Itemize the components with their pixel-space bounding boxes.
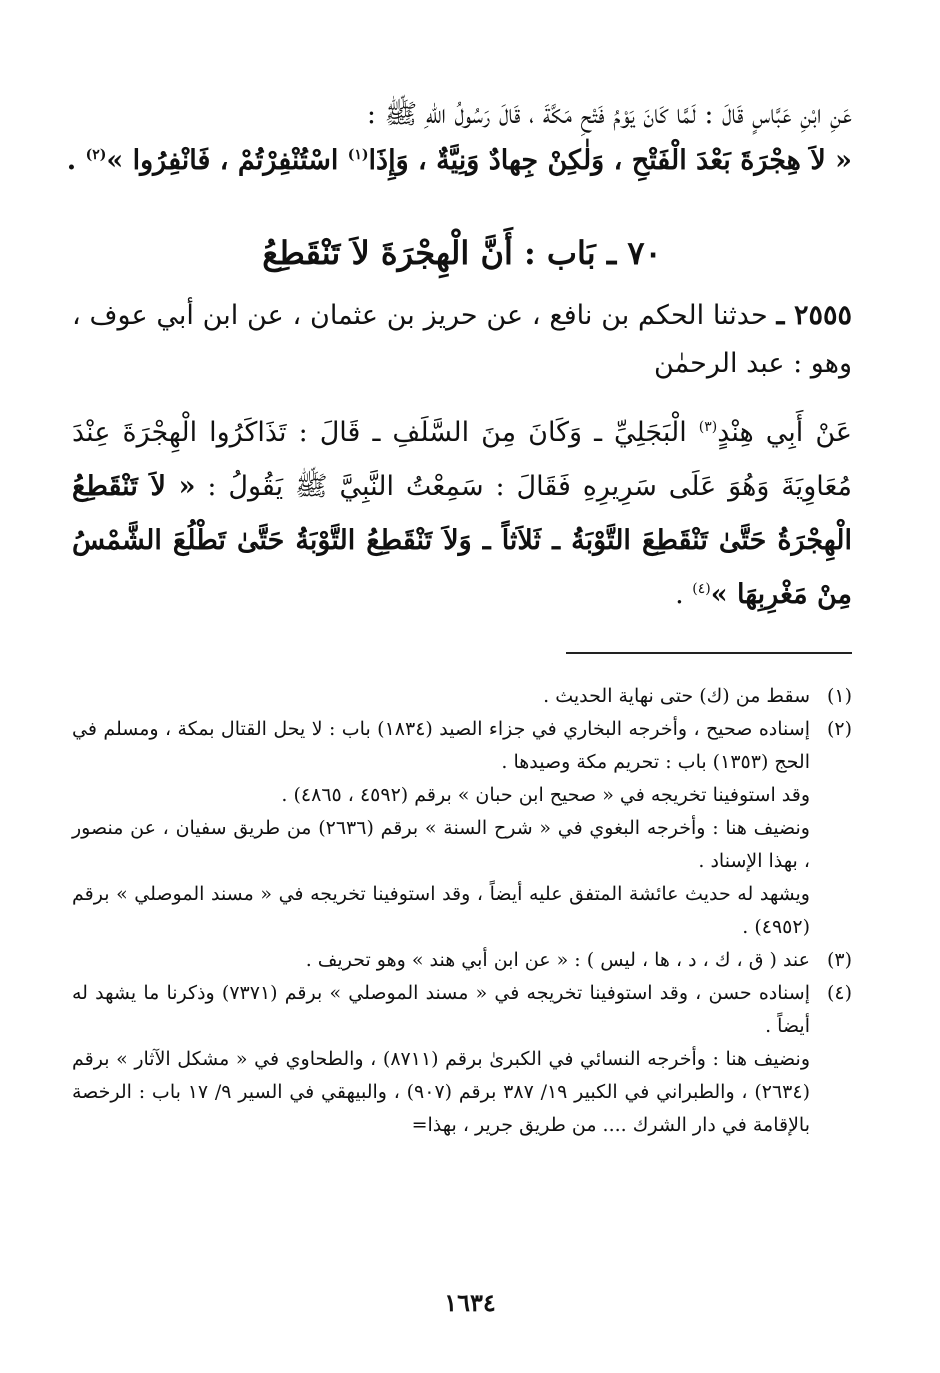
top-text-line1: عَنِ ابْنِ عَبَّاسٍ قَالَ : لَمَّا كَانَ يَوْمُ فَتْحِ مَكَّةَ ، قَالَ رَسُولُ اللهِ ﷺ :	[366, 99, 852, 130]
footnote-text: إسناده حسن ، وقد استوفينا تخريجه في « مسند الموصلي » برقم (٧٣٧١) وذكرنا ما يشهد له أيضاً .	[72, 982, 810, 1037]
footnote-ref-2[interactable]: (٢)	[85, 147, 107, 163]
top-text-line2a: « لاَ هِجْرَةَ بَعْدَ الْفَتْحِ ، وَلٰكِنْ جِهادٌ وَنِيَّةٌ ، وَإِذَا	[368, 145, 852, 176]
page-body	[66, 92, 852, 1373]
top-hadith-line-1	[72, 92, 852, 138]
hadith-quote: « لاَ تَنْقَطِعُ الْهِجْرَةُ حَتَّىٰ تَنْقَطِعَ التَّوْبَةُ ـ ثَلاَثاً ـ وَلاَ تَنْقَطِعُ التَّوْبَةُ حَتَّىٰ تَطْلُعَ الشَّمْسُ مِنْ مَغْرِبِهَا »	[72, 471, 852, 610]
hadith-isnad-text: حدثنا الحكم بن نافع ، عن حريز بن عثمان ، عن ابن أبي عوف ، وهو : عبد الرحمٰن	[72, 300, 852, 379]
footnote-3	[72, 944, 852, 977]
footnote-number: (٤)	[826, 982, 852, 1004]
footnote-text: ويشهد له حديث عائشة المتفق عليه أيضاً ، وقد استوفينا تخريجه في « مسند الموصلي » برقم (٤٩٥٢) .	[72, 883, 810, 938]
hadith-number: ٢٥٥٥ ـ	[776, 300, 852, 331]
footnote-text: إسناده صحيح ، وأخرجه البخاري في جزاء الصيد (١٨٣٤) باب : لا يحل القتال بمكة ، ومسلم في الحج (١٣٥٣) باب : تحريم مكة وصيدها .	[72, 718, 810, 773]
hadith-isnad	[72, 292, 852, 388]
narrator-name: عَنْ أَبِي هِنْدٍ	[717, 417, 852, 448]
footnote-ref-4[interactable]: (٤)	[692, 581, 711, 597]
footnote-text: ونضيف هنا : وأخرجه البغوي في « شرح السنة » برقم (٢٦٣٦) من طريق سفيان ، عن منصور ، بهذا الإسناد .	[72, 817, 810, 872]
page-number: ١٦٣٤	[444, 1288, 496, 1317]
footnote-text: عند ( ق ، ك ، د ، ها ، ليس ) : « عن ابن أبي هند » وهو تحريف .	[305, 949, 810, 971]
footnote-1	[72, 680, 852, 713]
footnote-2	[72, 713, 852, 944]
footnote-text: سقط من (ك) حتى نهاية الحديث .	[543, 685, 810, 707]
footnote-divider	[566, 652, 852, 654]
footnote-number: (١)	[826, 685, 852, 707]
footnote-ref-1[interactable]: (١)	[347, 147, 369, 163]
footnote-ref-3[interactable]: (٣)	[698, 419, 718, 435]
footnote-number: (٣)	[826, 949, 852, 971]
top-text-line2b: اسْتُنْفِرْتُمْ ، فَانْفِرُوا »	[106, 145, 348, 176]
top-hadith-line-2	[66, 138, 852, 184]
hadith-narration: الْبَجَلِيِّ ـ وَكَانَ مِنَ السَّلَفِ ـ قَالَ : تَذَاكَرُوا الْهِجْرَةَ عِنْدَ مُعَاوِيَةَ وَهُوَ عَلَى سَرِيرِهِ فَقَالَ : سَمِعْتُ النَّبِيَّ ﷺ يَقُولُ :	[72, 417, 852, 502]
footnote-4	[72, 977, 852, 1142]
hadith-matn	[72, 406, 852, 622]
top-text-line2-end: .	[66, 145, 86, 176]
footnote-text: ونضيف هنا : وأخرجه النسائي في الكبرىٰ برقم (٨٧١١) ، والطحاوي في « مشكل الآثار » برقم (٢٦٣٤) ، والطبراني في الكبير ١٩/ ٣٨٧ برقم (٩٠٧) ، والبيهقي في السير ٩/ ١٧ باب : الرخصة بالإقامة في دار الشرك .... من طريق جرير ، بهذا=	[72, 1048, 810, 1136]
hadith-end: .	[675, 579, 693, 610]
footnote-number: (٢)	[826, 718, 852, 740]
footnote-text: وقد استوفينا تخريجه في « صحيح ابن حبان » برقم (٤٥٩٢ ، ٤٨٦٥) .	[281, 784, 810, 806]
footnotes	[72, 680, 852, 1142]
chapter-title: ٧٠ ـ بَاب : أَنَّ الْهِجْرَةَ لاَ تَنْقَطِعُ	[262, 234, 662, 272]
